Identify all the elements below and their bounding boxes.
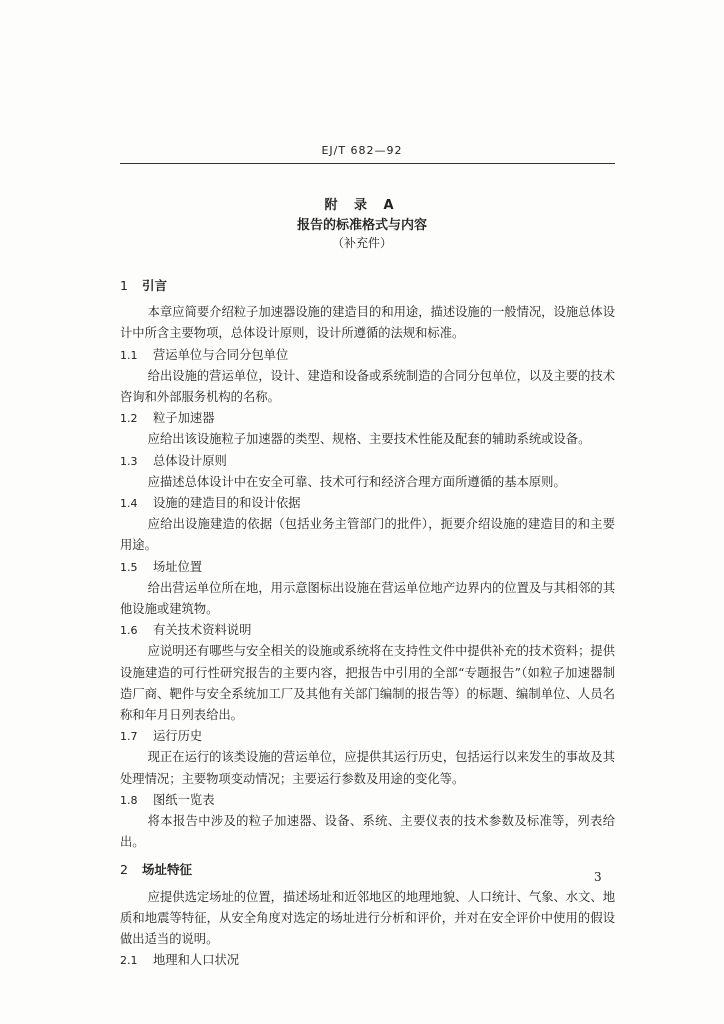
subsection-heading (120, 726, 615, 747)
subsection-title: 有关技术资料说明 (153, 623, 252, 638)
section-number: 2 (120, 862, 128, 878)
subsection-number: 1.6 (120, 624, 138, 638)
subsection-paragraph: 给出营运单位所在地，用示意图标出设施在营运单位地产边界内的位置及与其相邻的其他设施或建筑物。 (120, 580, 615, 617)
subsection-title: 营运单位与合同分包单位 (153, 347, 289, 362)
subsection-number: 2.1 (120, 954, 138, 968)
section-paragraph: 应提供选定场址的位置，描述场址和近邻地区的地理地貌、人口统计、气象、水文、地质和地震等特征，从安全角度对选定的场址进行分析和评价，并对在安全评价中使用的假设做出适当的说明。 (120, 889, 615, 947)
header-rule (120, 163, 615, 164)
section-heading (120, 275, 615, 296)
section-paragraph: 本章应简要介绍粒子加速器设施的建造目的和用途，描述设施的一般情况，设施总体设计中所含主要物项，总体设计原则，设计所遵循的法规和标准。 (120, 305, 615, 341)
subsection-heading (120, 950, 615, 971)
subsection-number: 1.5 (120, 560, 138, 574)
subsection-title: 粒子加速器 (153, 411, 215, 426)
subsection-heading (120, 557, 615, 578)
subsection-title: 总体设计原则 (153, 453, 227, 468)
subsection-number: 1.2 (120, 412, 138, 426)
section-number: 1 (120, 278, 128, 293)
subsection-heading (120, 790, 615, 811)
subsection-title: 图纸一览表 (153, 792, 215, 807)
subsection-heading (120, 408, 615, 429)
appendix-label: 附 录 A (324, 198, 400, 213)
subsection-number: 1.8 (120, 793, 138, 807)
subsection-title: 场址位置 (153, 559, 203, 574)
standard-code: EJ/T 682—92 (321, 144, 403, 157)
subsection-heading (120, 451, 615, 472)
subsection-paragraph: 现正在运行的该类设施的营运单位，应提供其运行历史，包括运行以来发生的事故及其处理情况；主要物项变动情况；主要运行参数及用途的变化等。 (120, 750, 615, 786)
section-title: 引言 (142, 278, 168, 293)
subsection-number: 1.7 (120, 730, 138, 744)
subsection-title: 地理和人口状况 (153, 953, 240, 968)
appendix-title: 报告的标准格式与内容 (296, 218, 427, 233)
subsection-heading (120, 345, 615, 366)
subsection-heading (120, 493, 615, 514)
subsection-paragraph: 应给出设施建造的依据（包括业务主管部门的批件），扼要介绍设施的建造目的和主要用途。 (120, 517, 615, 553)
subsection-number: 1.3 (120, 454, 138, 468)
subsection-paragraph: 应说明还有哪些与安全相关的设施或系统将在支持性文件中提供补充的技术资料；提供设施建造的可行性研究报告的主要内容，把报告中引用的全部“专题报告”（如粒子加速器制造厂商、靶件与安全系统加工厂及其他有关部门编制的报告等）的标题、编制单位、人员名称和年月日列表给出。 (120, 644, 615, 723)
document-body (120, 272, 615, 972)
page-number: 3 (594, 870, 602, 884)
subsection-paragraph: 给出设施的营运单位，设计、建造和设备或系统制造的合同分包单位，以及主要的技术咨询和外部服务机构的名称。 (120, 368, 615, 405)
subsection-title: 设施的建造目的和设计依据 (153, 496, 301, 511)
section-heading (120, 859, 615, 880)
subsection-title: 运行历史 (153, 729, 203, 744)
subsection-number: 1.1 (120, 348, 138, 362)
subsection-paragraph: 将本报告中涉及的粒子加速器、设备、系统、主要仪表的技术参数及标准等，列表给出。 (120, 814, 615, 850)
subsection-number: 1.4 (120, 497, 138, 511)
subsection-paragraph: 应给出该设施粒子加速器的类型、规格、主要技术性能及配套的辅助系统或设备。 (147, 432, 591, 447)
subsection-paragraph: 应描述总体设计中在安全可靠、技术可行和经济合理方面所遵循的基本原则。 (147, 474, 566, 489)
appendix-supplement: （补充件） (331, 236, 392, 250)
subsection-heading (120, 620, 615, 641)
section-title: 场址特征 (142, 862, 193, 878)
